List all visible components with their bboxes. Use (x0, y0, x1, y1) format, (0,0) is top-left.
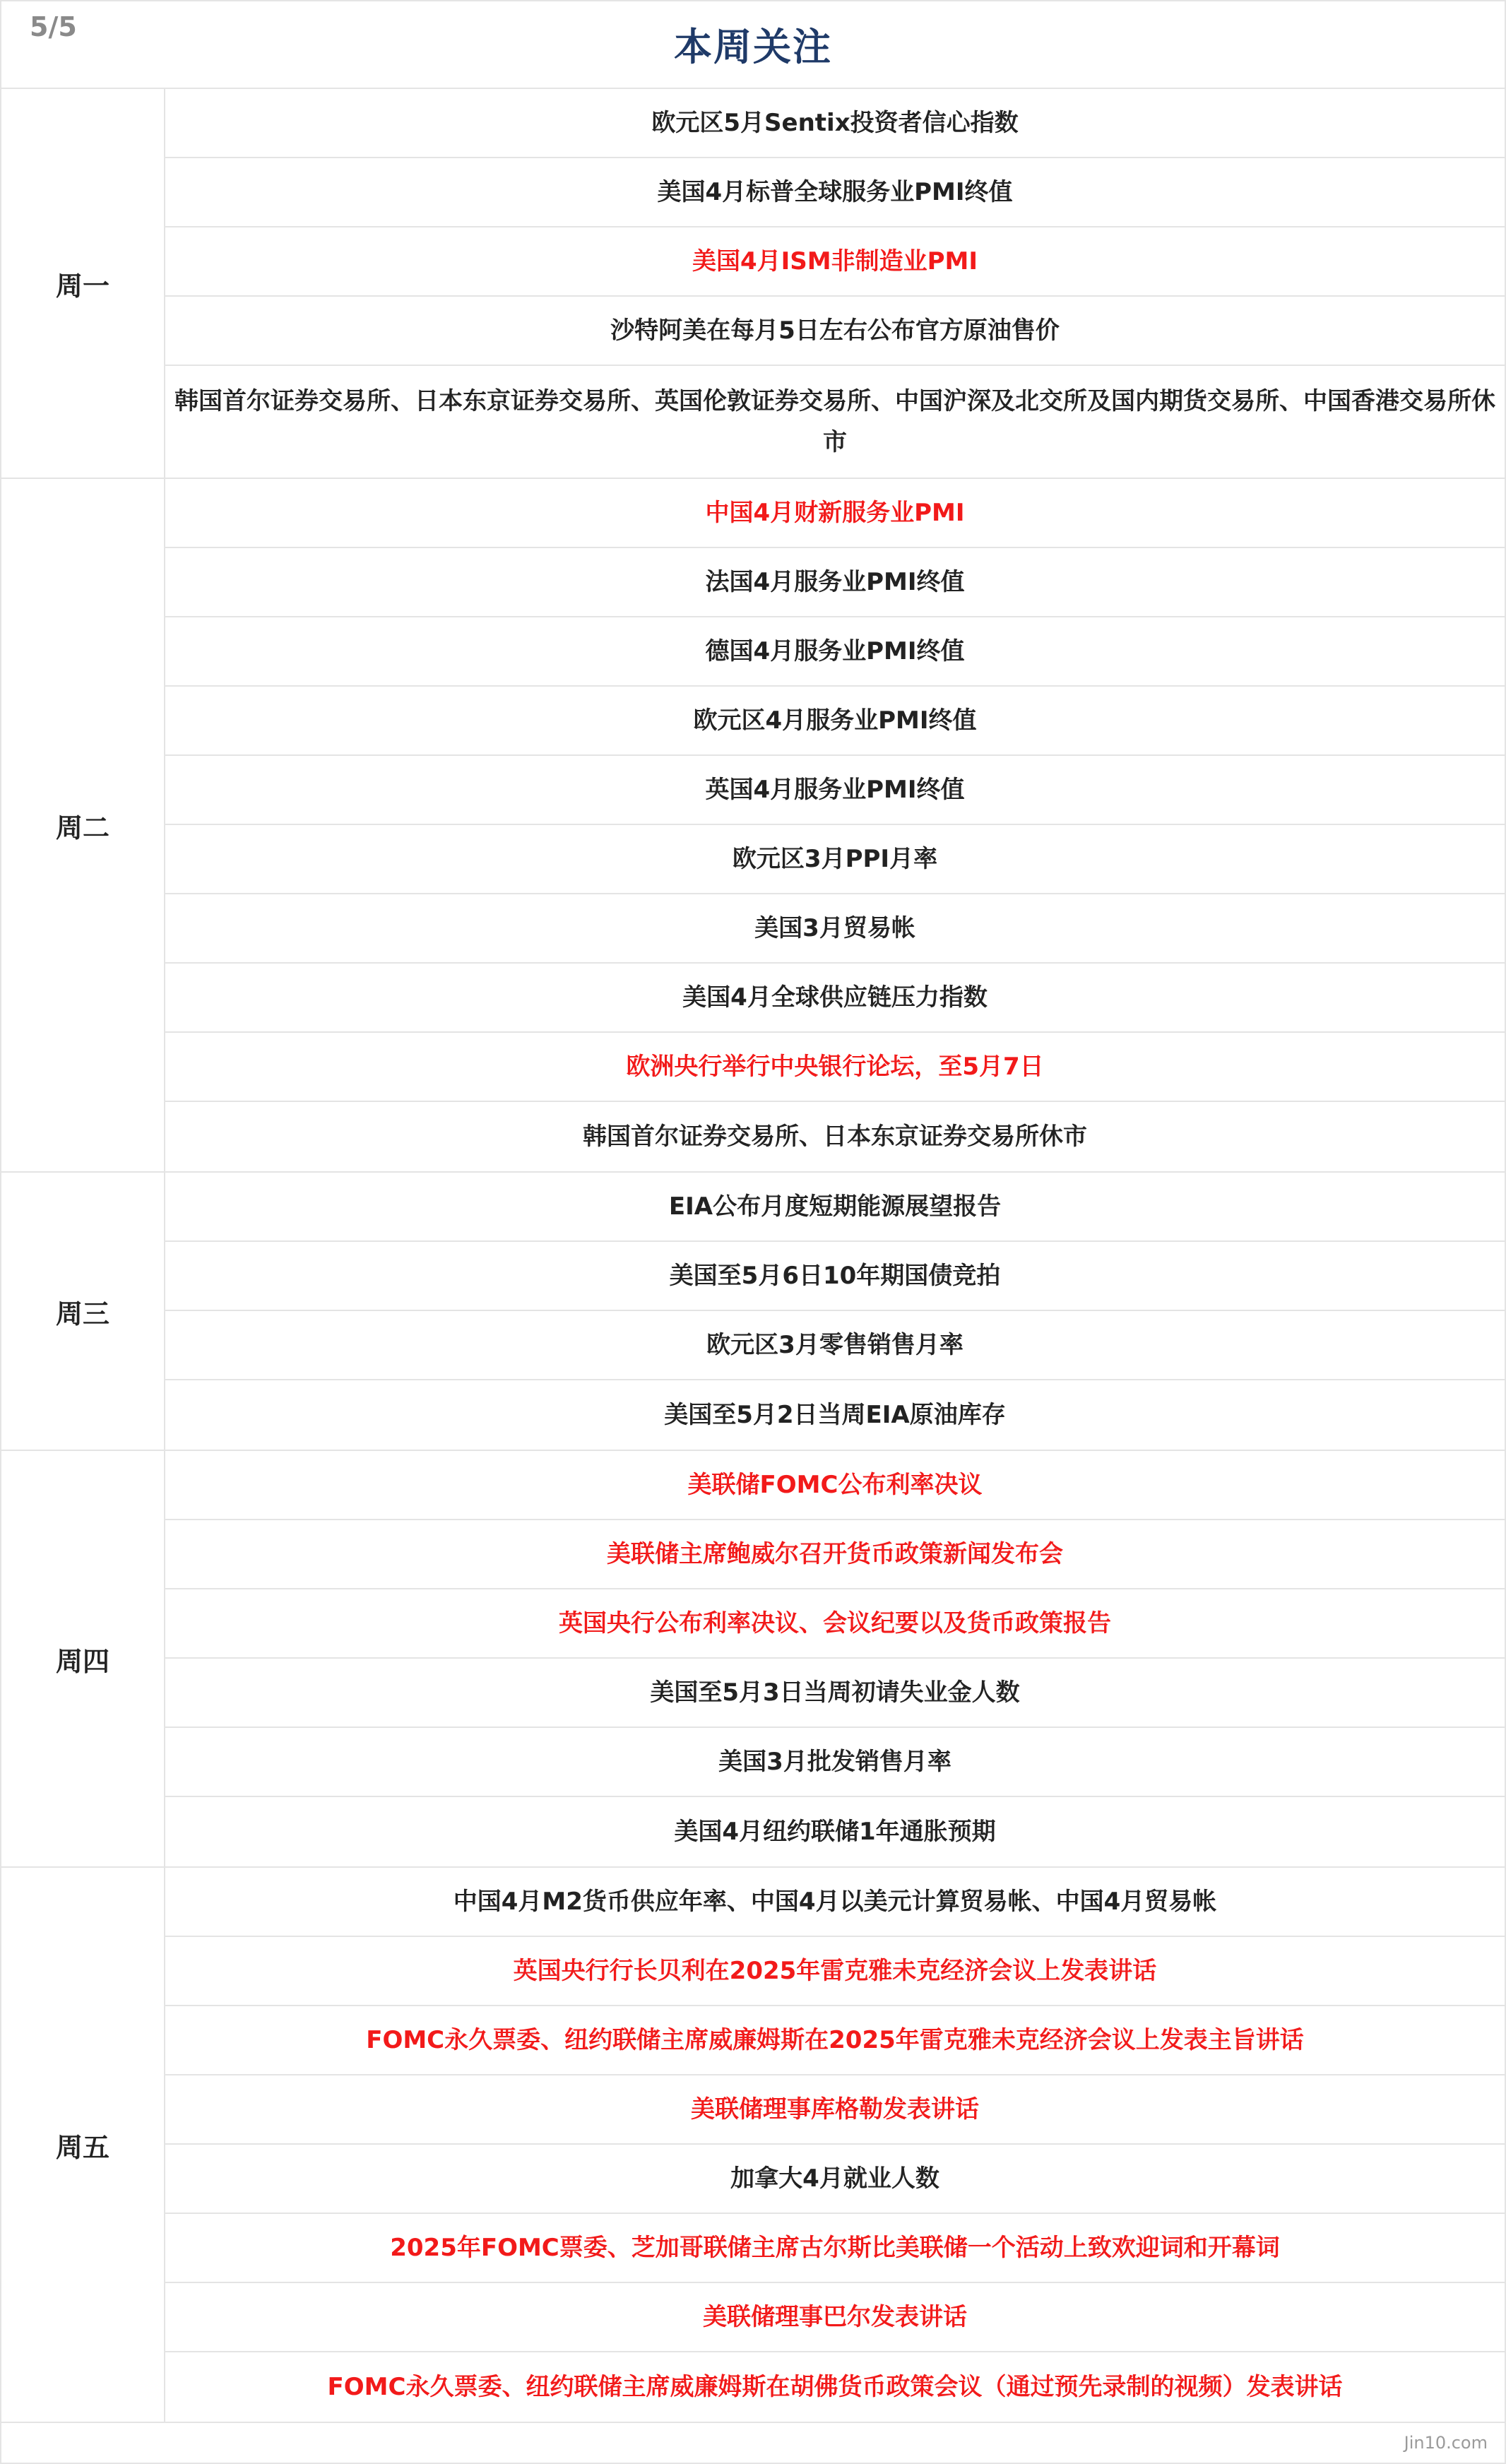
event-row: 2025年FOMC票委、芝加哥联储主席古尔斯比美联储一个活动上致欢迎词和开幕词 (165, 2214, 1505, 2283)
event-row: 中国4月M2货币供应年率、中国4月以美元计算贸易帐、中国4月贸易帐 (165, 1868, 1505, 1937)
event-row: 欧元区3月零售销售月率 (165, 1311, 1505, 1380)
schedule-table (1, 89, 1505, 2423)
event-row: 沙特阿美在每月5日左右公布官方原油售价 (165, 297, 1505, 366)
day-label: 周四 (1, 1451, 165, 1866)
watermark: Jin10.com (1404, 2433, 1488, 2453)
event-row: 欧元区5月Sentix投资者信心指数 (165, 89, 1505, 158)
event-row: FOMC永久票委、纽约联储主席威廉姆斯在2025年雷克雅未克经济会议上发表主旨讲话 (165, 2006, 1505, 2075)
event-row: 美联储理事库格勒发表讲话 (165, 2075, 1505, 2145)
event-row: 韩国首尔证券交易所、日本东京证券交易所休市 (583, 1123, 1087, 1151)
day-group (1, 1868, 1505, 2423)
event-row: 美联储FOMC公布利率决议 (165, 1451, 1505, 1520)
page-indicator: 5/5 (30, 11, 77, 42)
event-row: 德国4月服务业PMI终值 (165, 617, 1505, 687)
event-list (165, 1173, 1505, 1450)
event-row: EIA公布月度短期能源展望报告 (165, 1173, 1505, 1242)
day-label: 周一 (1, 89, 165, 478)
event-row: 美国至5月3日当周初请失业金人数 (165, 1659, 1505, 1728)
day-group (1, 89, 1505, 479)
event-row: 美联储主席鲍威尔召开货币政策新闻发布会 (165, 1520, 1505, 1589)
event-row: 美国4月全球供应链压力指数 (165, 964, 1505, 1033)
event-row: 英国4月服务业PMI终值 (165, 756, 1505, 825)
event-row: 美国4月标普全球服务业PMI终值 (165, 158, 1505, 227)
event-row: 加拿大4月就业人数 (165, 2145, 1505, 2214)
header (1, 1, 1505, 89)
day-label: 周五 (1, 1868, 165, 2422)
event-row: 欧元区3月PPI月率 (165, 825, 1505, 894)
event-row: 美国4月纽约联储1年通胀预期 (674, 1818, 996, 1846)
day-label: 周三 (1, 1173, 165, 1450)
event-row: FOMC永久票委、纽约联储主席威廉姆斯在胡佛货币政策会议（通过预先录制的视频）发表讲话 (327, 2373, 1343, 2401)
event-row: 美国至5月6日10年期国债竞拍 (165, 1242, 1505, 1311)
event-row: 韩国首尔证券交易所、日本东京证券交易所、英国伦敦证券交易所、中国沪深及北交所及国内期货交易所、中国香港交易所休市 (174, 387, 1495, 456)
day-label: 周二 (1, 479, 165, 1171)
event-row: 美国4月ISM非制造业PMI (165, 227, 1505, 297)
day-group (1, 1173, 1505, 1451)
event-row: 欧洲央行举行中央银行论坛，至5月7日 (165, 1033, 1505, 1102)
event-row: 英国央行行长贝利在2025年雷克雅未克经济会议上发表讲话 (165, 1937, 1505, 2006)
event-row: 中国4月财新服务业PMI (165, 479, 1505, 548)
event-row: 美国3月批发销售月率 (165, 1728, 1505, 1797)
day-group (1, 1451, 1505, 1868)
page-title: 本周关注 (674, 25, 832, 69)
day-group (1, 479, 1505, 1173)
event-row: 英国央行公布利率决议、会议纪要以及货币政策报告 (165, 1589, 1505, 1659)
event-row: 美联储理事巴尔发表讲话 (165, 2283, 1505, 2352)
event-list (165, 479, 1505, 1171)
event-row: 欧元区4月服务业PMI终值 (165, 687, 1505, 756)
event-list (165, 89, 1505, 478)
event-row: 美国至5月2日当周EIA原油库存 (664, 1401, 1006, 1429)
event-row: 美国3月贸易帐 (165, 894, 1505, 964)
event-list (165, 1868, 1505, 2422)
event-row: 法国4月服务业PMI终值 (165, 548, 1505, 617)
event-list (165, 1451, 1505, 1866)
